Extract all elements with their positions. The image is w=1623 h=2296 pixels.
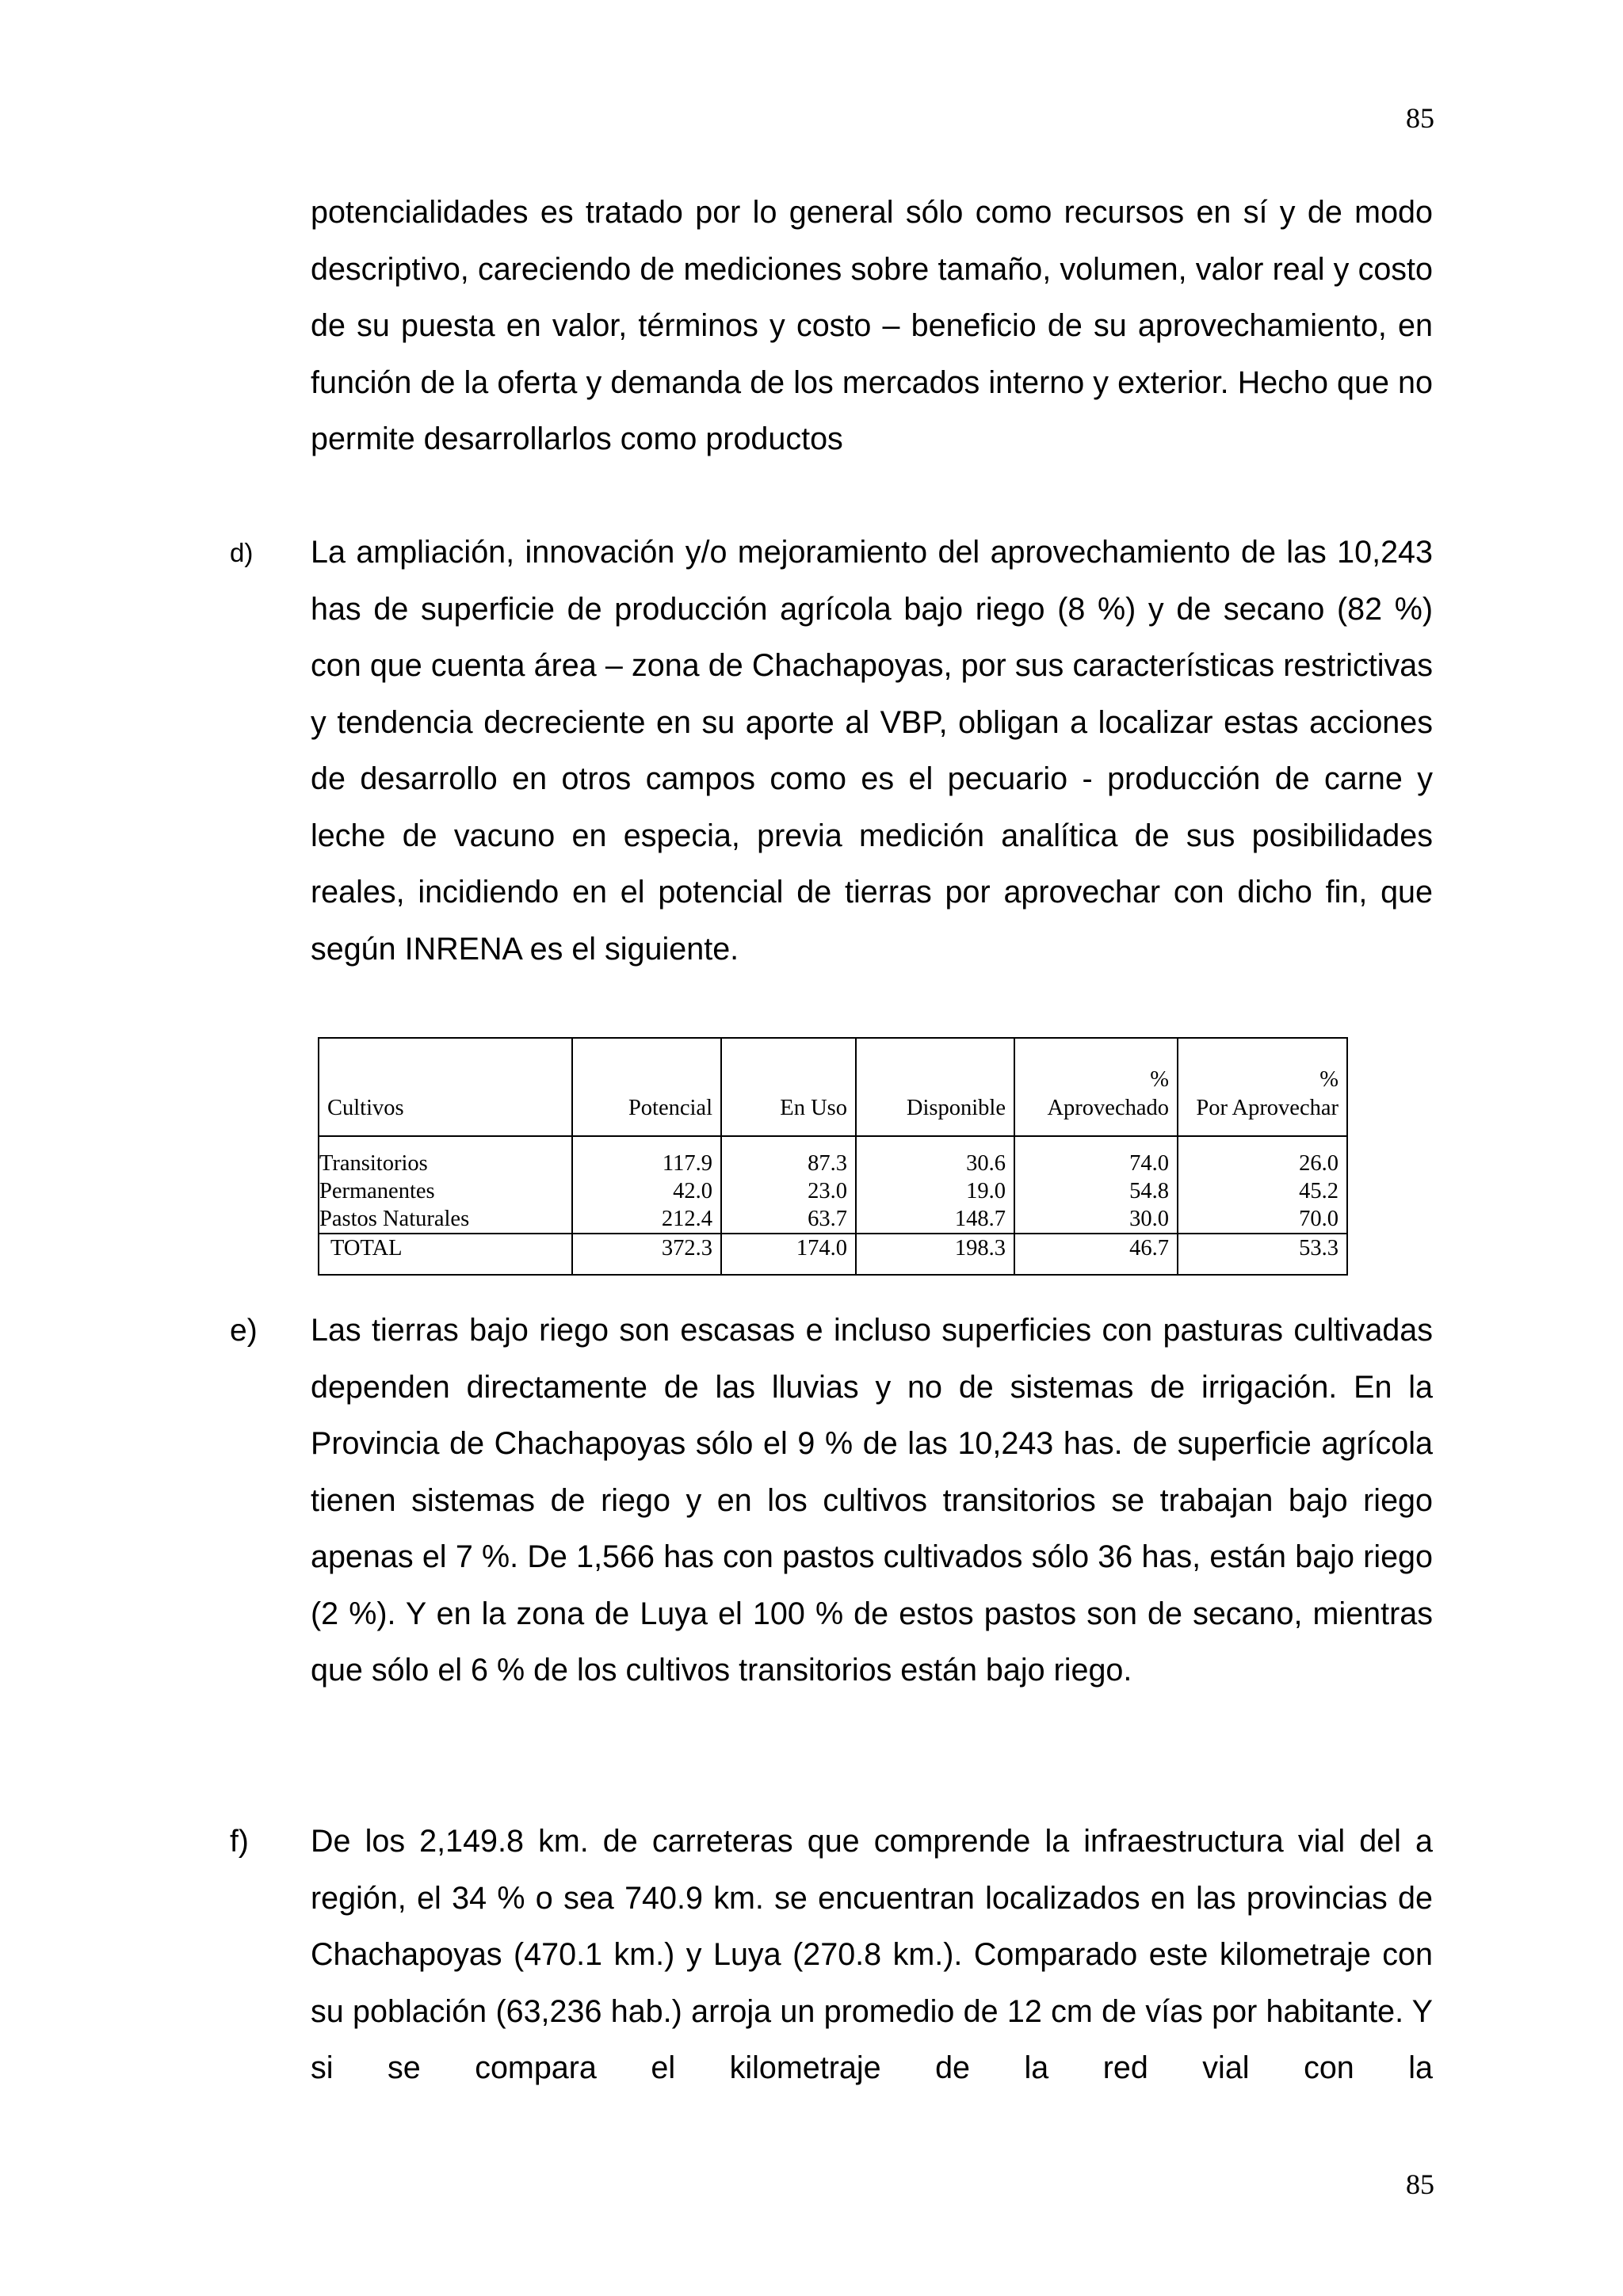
table-cell: 19.0 xyxy=(856,1177,1014,1205)
land-use-table xyxy=(318,1037,1348,1276)
table-cell: 148.7 xyxy=(856,1205,1014,1234)
table-cell: 23.0 xyxy=(721,1177,856,1205)
table-cell: 74.0 xyxy=(1014,1150,1178,1177)
table-cell: 198.3 xyxy=(856,1234,1014,1275)
table-cell: 46.7 xyxy=(1014,1234,1178,1275)
table-cell: 174.0 xyxy=(721,1234,856,1275)
table-total-row xyxy=(319,1234,1347,1275)
list-marker-d: d) xyxy=(230,538,254,567)
table-cell: 45.2 xyxy=(1178,1177,1347,1205)
table-cell: 30.6 xyxy=(856,1150,1014,1177)
header-por-aprovechar: % Por Aprovechar xyxy=(1178,1038,1347,1136)
table-cell: 54.8 xyxy=(1014,1177,1178,1205)
header-aprovechado: % Aprovechado xyxy=(1014,1038,1178,1136)
table-row xyxy=(319,1205,1347,1234)
table-cell: 53.3 xyxy=(1178,1234,1347,1275)
header-cultivos: Cultivos xyxy=(319,1038,572,1136)
page-number-top: 85 xyxy=(1406,102,1434,134)
table-spacer-row xyxy=(319,1136,1347,1150)
header-en-uso: En Uso xyxy=(721,1038,856,1136)
table-row xyxy=(319,1150,1347,1177)
header-disponible: Disponible xyxy=(856,1038,1014,1136)
table-cell: 87.3 xyxy=(721,1150,856,1177)
paragraph-intro: potencialidades es tratado por lo general sólo como recursos en sí y de modo descriptivo, careciendo de mediciones sobre tamaño, volumen, valor real y costo de su puesta en valor, términos y costo – beneficio de su aprovechamiento, en función de la oferta y demanda de los mercados interno y exterior. Hecho que no permite desarrollarlos como productos xyxy=(311,195,1433,456)
table-cell: 117.9 xyxy=(572,1150,721,1177)
table-cell: Pastos Naturales xyxy=(319,1205,572,1234)
paragraph-f: De los 2,149.8 km. de carreteras que comprende la infraestructura vial del a región, el 34 % o sea 740.9 km. se encuentran localizados en las provincias de Chachapoyas (470.1 km.) y Luya (270.8 km.). Comparado este kilometraje con su población (63,236 hab.) arroja un promedio de 12 cm de vías por habitante. Y si se compara el kilometraje de la red vial con la xyxy=(311,1824,1433,2085)
table-cell: 70.0 xyxy=(1178,1205,1347,1234)
paragraph-e: Las tierras bajo riego son escasas e incluso superficies con pasturas cultivadas dependen directamente de las lluvias y no de sistemas de irrigación. En la Provincia de Chachapoyas sólo el 9 % de las 10,243 has. de superficie agrícola tienen sistemas de riego y en los cultivos transitorios se trabajan bajo riego apenas el 7 %. De 1,566 has con pastos cultivados sólo 36 has, están bajo riego (2 %). Y en la zona de Luya el 100 % de estos pastos son de secano, mientras que sólo el 6 % de los cultivos transitorios están bajo riego. xyxy=(311,1313,1433,1688)
table-cell: TOTAL xyxy=(319,1234,572,1275)
header-potencial: Potencial xyxy=(572,1038,721,1136)
table-row xyxy=(319,1177,1347,1205)
table-cell: 42.0 xyxy=(572,1177,721,1205)
table-cell: 63.7 xyxy=(721,1205,856,1234)
list-marker-e: e) xyxy=(230,1314,258,1348)
table-header-row xyxy=(319,1038,1347,1136)
table-cell: 372.3 xyxy=(572,1234,721,1275)
paragraph-d: La ampliación, innovación y/o mejoramiento del aprovechamiento de las 10,243 has de superficie de producción agrícola bajo riego (8 %) y de secano (82 %) con que cuenta área – zona de Chachapoyas, por sus características restrictivas y tendencia decreciente en su aporte al VBP, obligan a localizar estas acciones de desarrollo en otros campos como es el pecuario - producción de carne y leche de vacuno en especia, previa medición analítica de sus posibilidades reales, incidiendo en el potencial de tierras por aprovechar con dicho fin, que según INRENA es el siguiente. xyxy=(311,535,1433,967)
table-cell: 26.0 xyxy=(1178,1150,1347,1177)
table-cell: 212.4 xyxy=(572,1205,721,1234)
table-cell: Transitorios xyxy=(319,1150,572,1177)
list-marker-f: f) xyxy=(230,1825,249,1859)
page-number-bottom: 85 xyxy=(1406,2168,1434,2200)
table-cell: 30.0 xyxy=(1014,1205,1178,1234)
table-cell: Permanentes xyxy=(319,1177,572,1205)
